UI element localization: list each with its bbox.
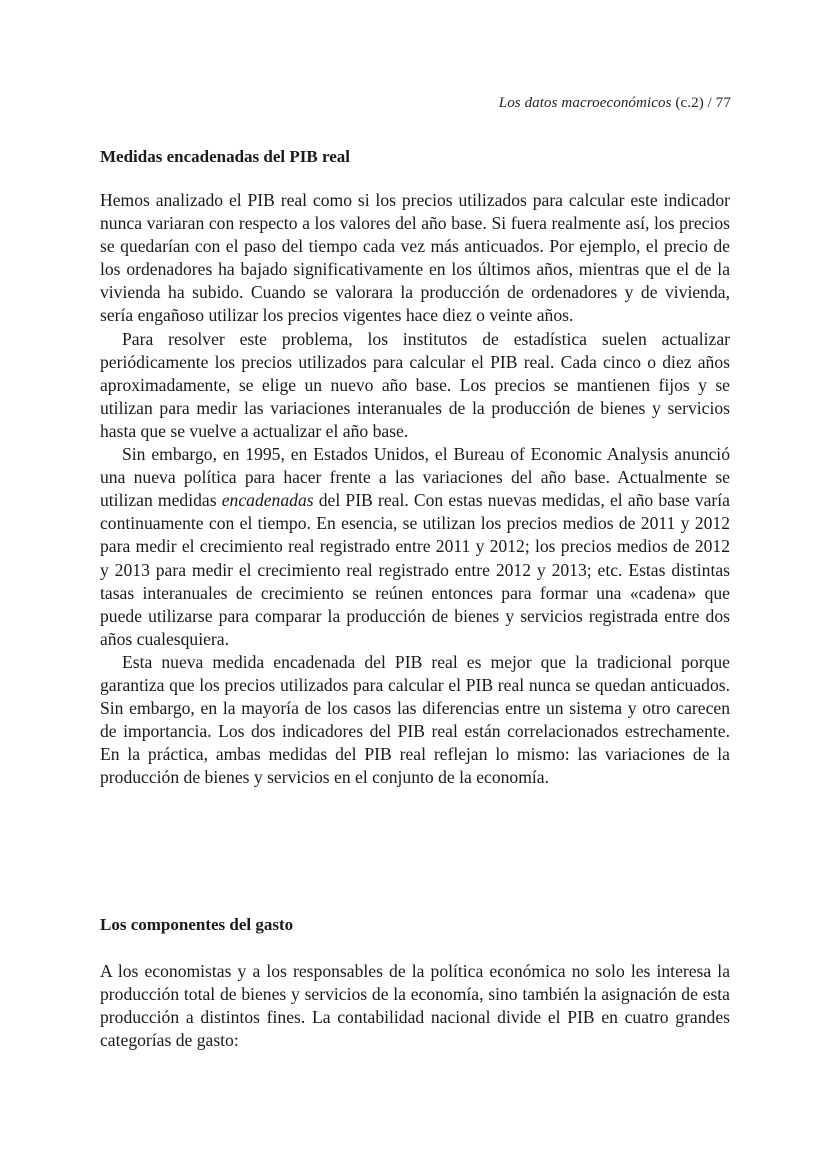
running-head-chapter: (c.2): [675, 95, 704, 111]
running-head: [499, 95, 731, 112]
paragraph-3-emphasis: encadenadas: [221, 490, 314, 511]
paragraph-2: Para resolver este problema, los institutos de estadística suelen actualizar periódicamente los precios utilizados para calcular el PIB real. Cada cinco o diez años aproximadamente, se elige un nuevo año base. Los precios se mantienen fijos y se utilizan para medir las variaciones interanuales de la producción de bienes y servicios hasta que se vuelve a actualizar el año base.: [100, 328, 730, 441]
running-head-separator: /: [707, 95, 712, 111]
paragraph-5: A los economistas y a los responsables de la política económica no solo les interesa la producción total de bienes y servicios de la economía, sino también la asignación de esta producción a distintos fines. La contabilidad nacional divide el PIB en cuatro grandes categorías de gasto:: [100, 961, 730, 1051]
page-number: 77: [715, 95, 731, 111]
section-body-componentes-gasto: [100, 960, 730, 1052]
section-heading-componentes-gasto: Los componentes del gasto: [100, 915, 294, 934]
running-head-title: Los datos macroeconómicos: [498, 95, 672, 111]
paragraph-3: [100, 443, 730, 651]
section-body-medidas-encadenadas: [100, 189, 730, 789]
paragraph-3-text-start: Sin embargo, en 1995, en Estados Unidos, el Bureau of Economic Analysis anunció una nueva política para hacer frente a las variaciones del año base. Actualmente se utilizan medidas: [100, 444, 730, 511]
section-heading-medidas-encadenadas: Medidas encadenadas del PIB real: [100, 147, 350, 166]
paragraph-4: Esta nueva medida encadenada del PIB real es mejor que la tradicional porque garantiza que los precios utilizados para calcular el PIB real nunca se quedan anticuados. Sin embargo, en la mayoría de los casos las diferencias entre un sistema y otro carecen de importancia. Los dos indicadores del PIB real están correlacionados estrechamente. En la práctica, ambas medidas del PIB real reflejan lo mismo: las variaciones de la producción de bienes y servicios en el conjunto de la economía.: [100, 651, 730, 788]
paragraph-1: Hemos analizado el PIB real como si los precios utilizados para calcular este indicador nunca variaran con respecto a los valores del año base. Si fuera realmente así, los precios se quedarían con el paso del tiempo cada vez más anticuados. Por ejemplo, el precio de los ordenadores ha bajado significativamente en los últimos años, mientras que el de la vivienda ha subido. Cuando se valorara la producción de ordenadores y de vivienda, sería engañoso utilizar los precios vigentes hace diez o veinte años.: [100, 190, 730, 326]
paragraph-3-text-end: del PIB real. Con estas nuevas medidas, el año base varía continuamente con el tiempo. En esencia, se utilizan los precios medios de 2011 y 2012 para medir el crecimiento real registrado entre 2011 y 2012; los precios medios de 2012 y 2013 para medir el crecimiento real registrado entre 2012 y 2013; etc. Estas distintas tasas interanuales de crecimiento se reúnen entonces para formar una «cadena» que puede utilizarse para comparar la producción de bienes y servicios registrada entre dos años cualesquiera.: [100, 490, 730, 649]
